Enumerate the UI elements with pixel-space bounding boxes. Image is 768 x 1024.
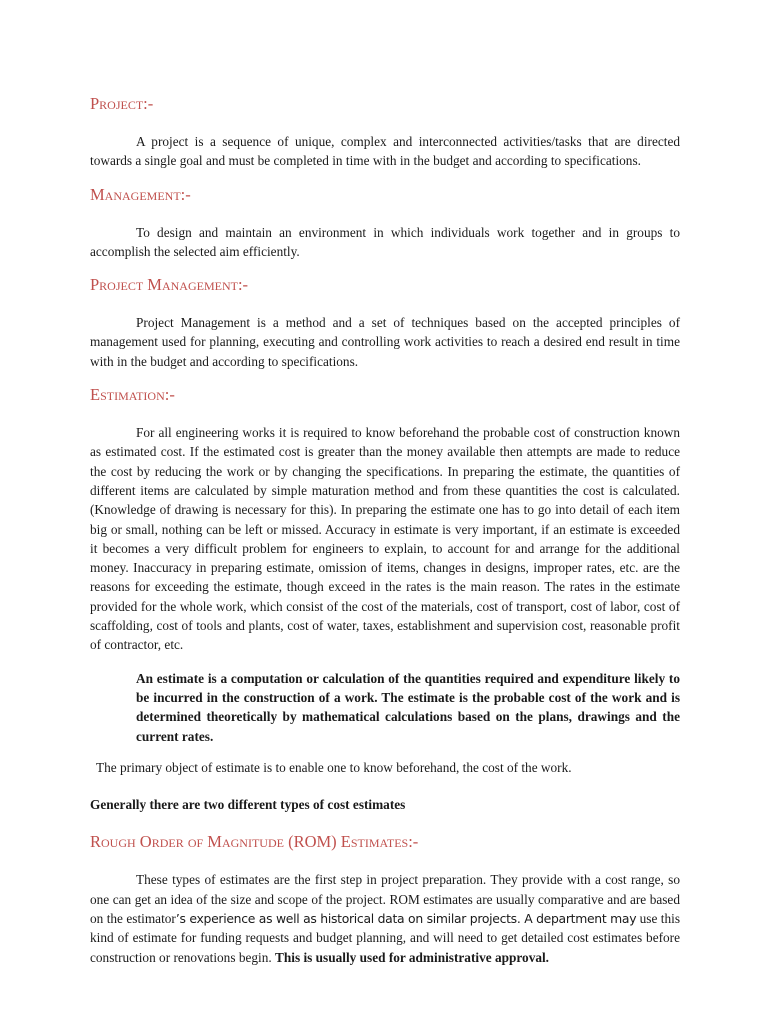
types-intro-line: Generally there are two different types of cost estimates [90,797,406,813]
rom-text-part1: These types of estimates are the first step in project preparation. They provide with a cost range, so one can get an idea of the size and scope of the project. ROM estimates are usually comparative and are based on the estimator [90,872,680,927]
heading-rom-estimates: Rough Order of Magnitude (ROM) Estimates:- [90,832,419,852]
primary-object-line: The primary object of estimate is to enable one to know beforehand, the cost of the work. [96,759,572,775]
rom-text-handwritten: ’s experience as well as historical data on similar projects. A department may [175,911,637,927]
paragraph-estimation: For all engineering works it is required to know beforehand the probable cost of construction known as estimated cost. If the estimated cost is greater than the money available then attempts are made to reduce the cost by reducing the work or by changing the specifications. In preparing the estimate, the quantities of different items are calculated by simple maturation method and from these quantities the cost is calculated. (Knowledge of drawing is necessary for this). In preparing the estimate one has to go into detail of each item big or small, nothing can be left or missed. Accuracy in estimate is very important, if an estimate is exceeded it becomes a very difficult problem for engineers to explain, to account for and arrange for the additional money. Inaccuracy in preparing estimate, omission of items, changes in designs, improper rates, etc. are the reasons for exceeding the estimate, though exceed in the rates is the main reason. The rates in the estimate provided for the whole work, which consist of the cost of the materials, cost of transport, cost of labor, cost of scaffolding, cost of tools and plants, cost of water, taxes, establishment and supervision cost, reasonable profit of contractor, etc. [90,425,680,653]
heading-project: Project:- [90,94,154,113]
heading-estimation: Estimation:- [90,385,175,405]
paragraph-rom [90,870,680,966]
heading-management: Management:- [90,184,191,204]
paragraph-project: A project is a sequence of unique, complex and interconnected activities/tasks that are directed towards a single goal and must be completed in time with in the budget and according to specifications. [90,134,680,169]
rom-text-bold: This is usually used for administrative approval. [275,949,550,965]
heading-project-management: Project Management:- [90,275,249,295]
rom-text-part2: use this kind of estimate for funding requests and budget planning, and will need to get detailed cost estimates before construction or renovations begin. [90,911,680,965]
paragraph-project-management: Project Management is a method and a set of techniques based on the accepted principles of management used for planning, executing and controlling work activities to reach a desired end result in time with in the budget and according to specifications. [90,315,680,369]
estimate-definition: An estimate is a computation or calculation of the quantities required and expenditure likely to be incurred in the construction of a work. The estimate is the probable cost of the work and is determined theoretically by mathematical calculations based on the plans, drawings and the current rates. [136,670,680,744]
paragraph-management: To design and maintain an environment in which individuals work together and in groups to accomplish the selected aim efficiently. [90,224,680,259]
